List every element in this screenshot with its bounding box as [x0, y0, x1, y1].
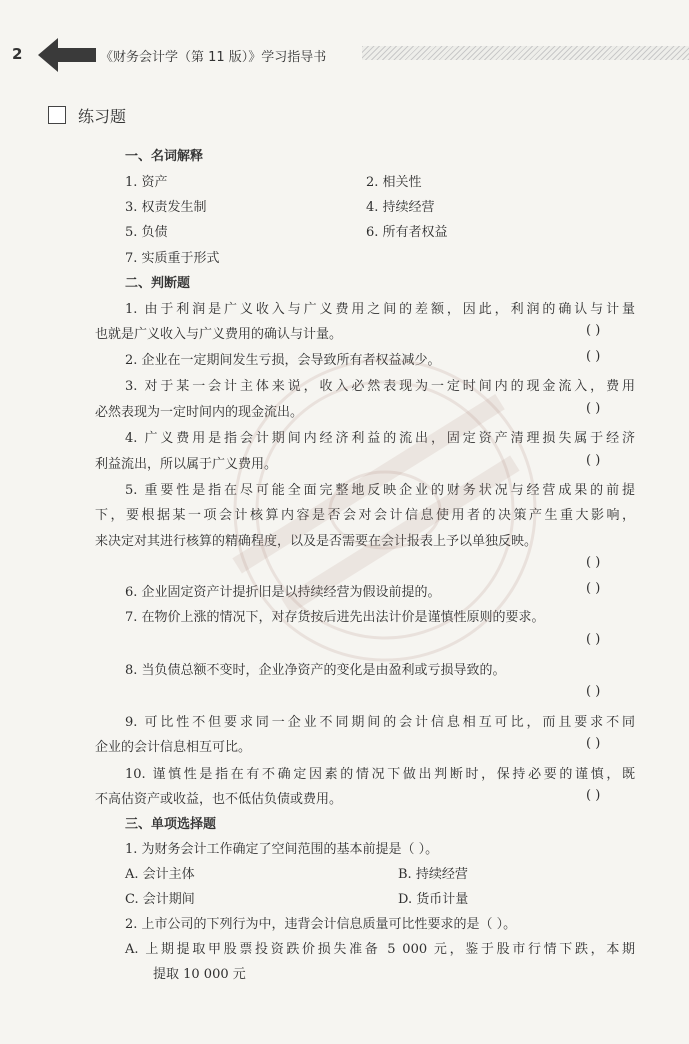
mc-q1-option-b: B. 持续经营 [398, 867, 468, 882]
tf-q9-bracket: ( ) [586, 736, 601, 751]
term-3: 3. 权责发生制 [125, 200, 207, 215]
tf-q10-bracket: ( ) [586, 788, 601, 803]
term-7: 7. 实质重于形式 [125, 251, 220, 266]
term-5: 5. 负债 [125, 225, 168, 240]
tf-q4-bracket: ( ) [586, 453, 601, 468]
term-2: 2. 相关性 [366, 175, 422, 190]
tf-q6-bracket: ( ) [586, 581, 601, 596]
page-header [0, 0, 689, 80]
tf-q9-line2: 企业的会计信息相互可比。 [95, 740, 252, 755]
section-title: 练习题 [78, 107, 127, 126]
tf-q2-bracket: ( ) [586, 349, 601, 364]
tf-q6-line1: 6. 企业固定资产计提折旧是以持续经营为假设前提的。 [125, 585, 441, 600]
mc-q2: 2. 上市公司的下列行为中，违背会计信息质量可比性要求的是（ ）。 [125, 917, 517, 932]
mc-q1-option-c: C. 会计期间 [125, 892, 195, 907]
tf-q3-line1: 3. 对于某一会计主体来说，收入必然表现为一定时间内的现金流入，费用 [125, 379, 635, 394]
book-title: 《财务会计学（第 11 版）》学习指导书 [100, 50, 327, 65]
tf-q4-line1: 4. 广义费用是指会计期间内经济利益的流出，固定资产清理损失属于经济 [125, 431, 635, 446]
tf-q1-bracket: ( ) [586, 323, 601, 338]
term-4: 4. 持续经营 [366, 200, 435, 215]
tf-q10-line1: 10. 谨慎性是指在有不确定因素的情况下做出判断时，保持必要的谨慎，既 [125, 767, 635, 782]
part2-heading: 二、判断题 [125, 276, 191, 291]
tf-q5-line1: 5. 重要性是指在尽可能全面完整地反映企业的财务状况与经营成果的前提 [125, 483, 635, 498]
tf-q7-bracket: ( ) [586, 632, 601, 647]
term-1: 1. 资产 [125, 175, 168, 190]
tf-q5-line3: 来决定对其进行核算的精确程度，以及是否需要在会计报表上予以单独反映。 [95, 534, 538, 549]
mc-q2-option-a-line1: A. 上期提取甲股票投资跌价损失准备 5 000 元，鉴于股市行情下跌，本期 [125, 942, 635, 957]
tf-q8-line1: 8. 当负债总额不变时，企业净资产的变化是由盈利或亏损导致的。 [125, 663, 506, 678]
part1-heading: 一、名词解释 [125, 149, 204, 164]
mc-q1-option-d: D. 货币计量 [398, 892, 469, 907]
mc-q1: 1. 为财务会计工作确定了空间范围的基本前提是（ ）。 [125, 842, 439, 857]
page-number: 2 [12, 45, 23, 63]
tf-q10-line2: 不高估资产或收益，也不低估负债或费用。 [95, 792, 343, 807]
mc-q2-option-a-line2: 提取 10 000 元 [153, 967, 246, 982]
part3-heading: 三、单项选择题 [125, 817, 217, 832]
tf-q3-line2: 必然表现为一定时间内的现金流出。 [95, 405, 304, 420]
header-hatch-bar [362, 46, 689, 60]
term-6: 6. 所有者权益 [366, 225, 448, 240]
tf-q1-line1: 1. 由于利润是广义收入与广义费用之间的差额，因此，利润的确认与计量 [125, 302, 635, 317]
tf-q4-line2: 利益流出，所以属于广义费用。 [95, 457, 278, 472]
tf-q9-line1: 9. 可比性不但要求同一企业不同期间的会计信息相互可比，而且要求不同 [125, 715, 635, 730]
section-checkbox-icon [48, 106, 66, 124]
tf-q8-bracket: ( ) [586, 684, 601, 699]
tf-q3-bracket: ( ) [586, 401, 601, 416]
tf-q5-line2: 下，要根据某一项会计核算内容是否会对会计信息使用者的决策产生重大影响， [95, 508, 635, 523]
tf-q5-bracket: ( ) [586, 555, 601, 570]
back-arrow-icon [38, 38, 96, 72]
tf-q7-line1: 7. 在物价上涨的情况下，对存货按后进先出法计价是谨慎性原则的要求。 [125, 610, 545, 625]
mc-q1-option-a: A. 会计主体 [125, 867, 195, 882]
tf-q1-line2: 也就是广义收入与广义费用的确认与计量。 [95, 327, 343, 342]
tf-q2-line1: 2. 企业在一定期间发生亏损，会导致所有者权益减少。 [125, 353, 441, 368]
